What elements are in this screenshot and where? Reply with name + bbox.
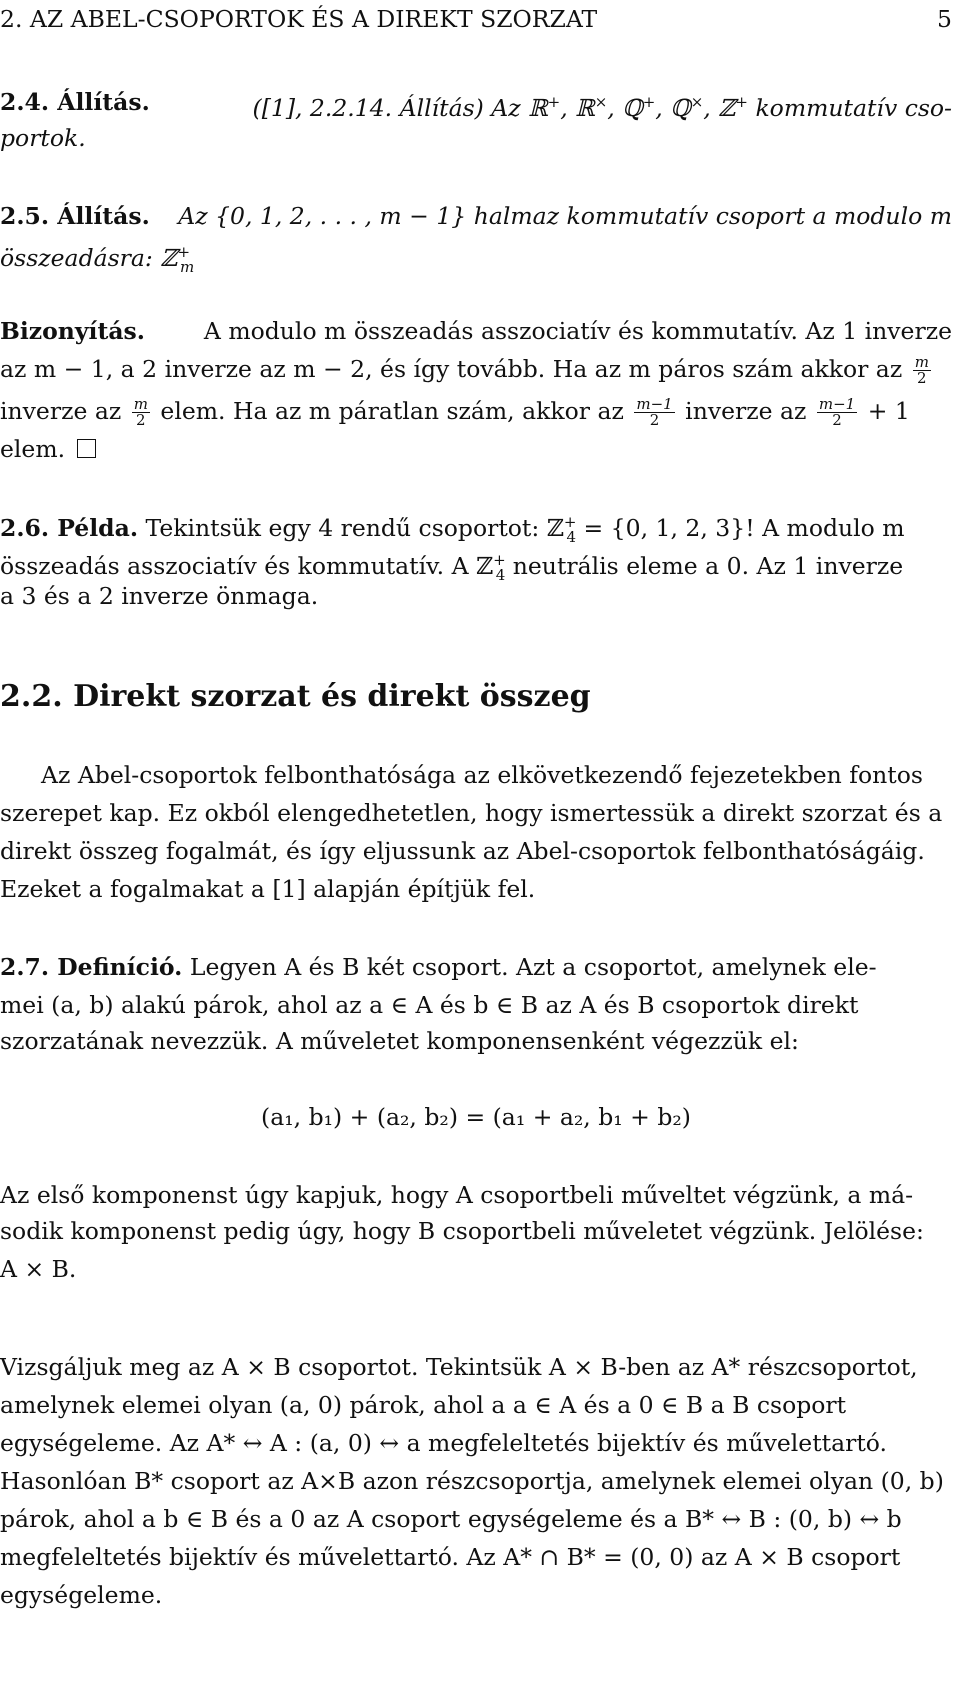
para2-line-3: egységeleme. Az A* ↔ A : (a, 0) ↔ a megfeleltetés bijektív és művelettartó. <box>0 1429 887 1457</box>
definition-2-7-line-3: szorzatának nevezzük. A műveletet komponensenként végezzük el: <box>0 1027 799 1055</box>
fraction-m-over-2: $\frac{m}{2}$ <box>914 353 929 387</box>
proof-label: Bizonyítás. <box>0 317 145 345</box>
claim-2-5-line-2: összeadásra: ℤ+$_m$ <box>0 243 195 276</box>
para2-line-5: párok, ahol a b ∈ B és a 0 az A csoport egységeleme és a B* ↔ B : (0, b) ↔ b <box>0 1505 902 1533</box>
claim-2-4-label: 2.4. Állítás. <box>0 88 150 116</box>
qed-square-icon <box>77 439 96 458</box>
para2-line-6: megfeleltetés bijektív és művelettartó. Az A* ∩ B* = (0, 0) az A × B csoport <box>0 1543 901 1571</box>
para2-line-2: amelynek elemei olyan (a, 0) párok, ahol a a ∈ A és a 0 ∈ B a B csoport <box>0 1391 847 1419</box>
proof-line-2: az m − 1, a 2 inverze az m − 2, és így tovább. Ha az m páros szám akkor az $\frac{m}{2}$ <box>0 353 929 387</box>
fraction-m-over-2: $\frac{m}{2}$ <box>133 395 148 429</box>
claim-2-4-line-2: portok. <box>0 124 86 152</box>
claim-2-5-label: 2.5. Állítás. <box>0 202 150 230</box>
definition-2-7-line-1: 2.7. Definíció. Legyen A és B két csoport. Azt a csoportot, amelynek ele- <box>0 953 877 981</box>
claim-2-5-line-1 <box>0 199 952 233</box>
para2-line-4: Hasonlóan B* csoport az A×B azon részcsoportja, amelynek elemei olyan (0, b) <box>0 1467 944 1495</box>
fraction-m-minus-1-over-2: $\frac{m-1}{2}$ <box>636 395 673 429</box>
running-header <box>0 2 952 36</box>
definition-2-7-line-6: A × B. <box>0 1255 77 1283</box>
proof-line-3: inverze az $\frac{m}{2}$ elem. Ha az m páratlan szám, akkor az $\frac{m-1}{2}$ inverze az $\frac{m-1}{2}$ + 1 <box>0 395 910 429</box>
para2-line-1: Vizsgáljuk meg az A × B csoportot. Tekintsük A × B-ben az A* részcsoportot, <box>0 1353 918 1381</box>
section-heading-2-2: 2.2. Direkt szorzat és direkt összeg <box>0 679 591 714</box>
para2-line-7: egységeleme. <box>0 1581 163 1609</box>
definition-2-7-label: 2.7. Definíció. <box>0 953 183 981</box>
intro-line-1: Az Abel-csoportok felbonthatósága az elkövetkezendő fejezetekben fontos <box>41 761 923 789</box>
definition-2-7-line-4: Az első komponenst úgy kapjuk, hogy A csoportbeli műveltet végzünk, a má- <box>0 1181 914 1209</box>
intro-line-4: Ezeket a fogalmakat a [1] alapján építjük fel. <box>0 875 536 903</box>
intro-line-2: szerepet kap. Ez okból elengedhetetlen, hogy ismertessük a direkt szorzat és a <box>0 799 943 827</box>
claim-2-4-line-1 <box>0 85 952 125</box>
proof-line-1: Bizonyítás. A modulo m összeadás asszociatív és kommutatív. Az 1 inverze <box>0 314 952 348</box>
page-number: 5 <box>937 5 952 33</box>
proof-line-4: elem. <box>0 432 952 466</box>
example-2-6-label: 2.6. Példa. <box>0 513 139 542</box>
fraction-m-minus-1-over-2: $\frac{m-1}{2}$ <box>818 395 856 429</box>
example-2-6-line-3: a 3 és a 2 inverze önmaga. <box>0 582 319 610</box>
example-2-6-line-2: összeadás asszociatív és kommutatív. A ℤ+$_4$ neutrális eleme a 0. Az 1 inverze <box>0 551 904 584</box>
claim-2-4-text: ([1], 2.2.14. Állítás) Az ℝ+, ℝ×, ℚ+, ℚ×, ℤ+ kommutatív cso- <box>252 93 952 122</box>
claim-2-5-text: Az {0, 1, 2, . . . , m − 1} halmaz kommutatív csoport a modulo m <box>178 202 952 230</box>
definition-2-7-line-2: mei (a, b) alakú párok, ahol az a ∈ A és b ∈ B az A és B csoportok direkt <box>0 991 859 1019</box>
definition-2-7-line-5: sodik komponenst pedig úgy, hogy B csoportbeli műveletet végzünk. Jelölése: <box>0 1217 924 1245</box>
header-title: 2. AZ ABEL-CSOPORTOK ÉS A DIREKT SZORZAT <box>0 5 598 33</box>
direct-product-formula: (a₁, b₁) + (a₂, b₂) = (a₁ + a₂, b₁ + b₂) <box>261 1103 691 1131</box>
intro-line-3: direkt összeg fogalmát, és így eljussunk az Abel-csoportok felbonthatóságáig. <box>0 837 925 865</box>
example-2-6-line-1: 2.6. Példa. Tekintsük egy 4 rendű csoportot: ℤ+$_4$ = {0, 1, 2, 3}! A modulo m <box>0 513 905 546</box>
